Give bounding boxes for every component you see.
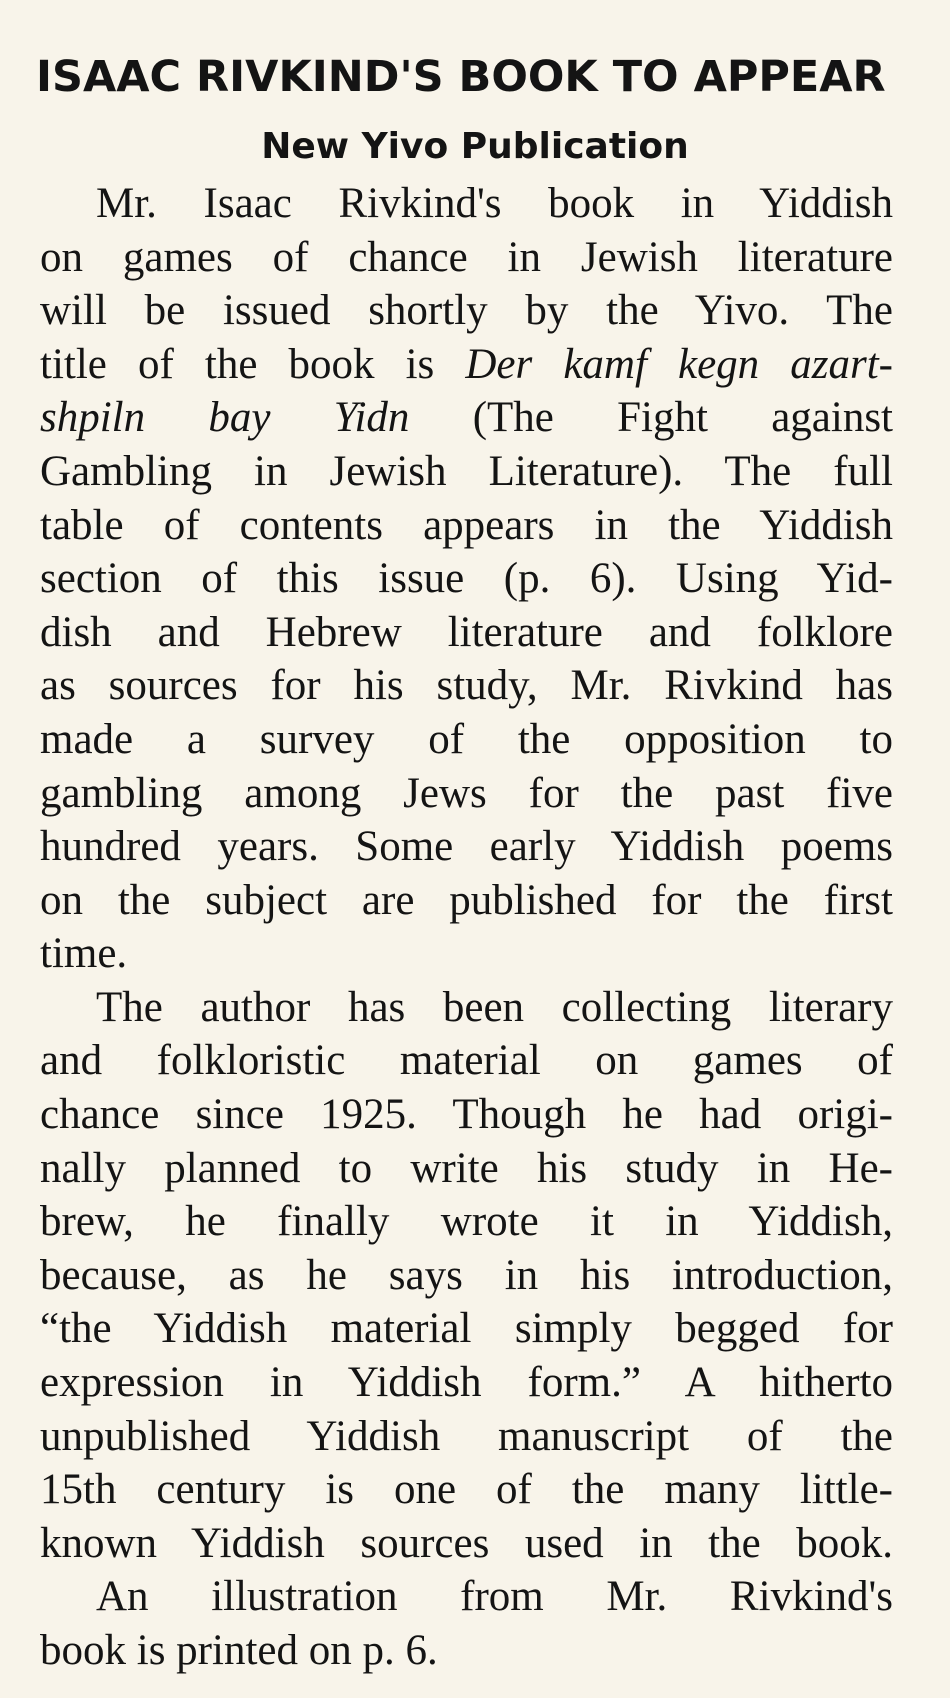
book-title-yiddish: Der kamf kegn azart- <box>465 341 893 388</box>
body-line: section of this issue (p. 6). Using Yid- <box>40 555 893 602</box>
body-line: made a survey of the opposition to <box>40 716 893 763</box>
body-line: expression in Yiddish form.” A hitherto <box>40 1359 893 1406</box>
body-line: “the Yiddish material simply begged for <box>40 1305 893 1352</box>
body-line: Mr. Isaac Rivkind's book in Yiddish <box>96 180 893 227</box>
body-line: hundred years. Some early Yiddish poems <box>40 823 893 870</box>
body-line: 15th century is one of the many little- <box>40 1466 893 1513</box>
body-line <box>40 391 893 445</box>
body-line: book is printed on p. 6. <box>40 1627 438 1674</box>
body-text: title of the book is <box>40 341 466 388</box>
body-line: gambling among Jews for the past five <box>40 770 893 817</box>
body-line: Gambling in Jewish Literature). The full <box>40 448 893 495</box>
body-line: will be issued shortly by the Yivo. The <box>40 287 893 334</box>
body-line <box>40 338 893 392</box>
article-subheadline: New Yivo Publication <box>261 126 689 167</box>
body-text: (The Fight against <box>409 394 893 441</box>
body-line: on games of chance in Jewish literature <box>40 234 893 281</box>
book-title-yiddish: shpiln bay Yidn <box>40 394 410 441</box>
body-line: The author has been collecting literary <box>96 984 893 1031</box>
body-line: nally planned to write his study in He- <box>40 1145 893 1192</box>
body-line: brew, he finally wrote it in Yiddish, <box>40 1198 893 1245</box>
body-line: because, as he says in his introduction, <box>40 1252 893 1299</box>
body-line: An illustration from Mr. Rivkind's <box>96 1573 893 1620</box>
body-line: on the subject are published for the first <box>40 877 893 924</box>
body-line: known Yiddish sources used in the book. <box>40 1520 893 1567</box>
body-line: and folkloristic material on games of <box>40 1037 893 1084</box>
body-line: dish and Hebrew literature and folklore <box>40 609 893 656</box>
body-line: time. <box>40 930 128 977</box>
body-line: table of contents appears in the Yiddish <box>40 502 893 549</box>
body-line: unpublished Yiddish manuscript of the <box>40 1413 893 1460</box>
body-line: chance since 1925. Though he had origi- <box>40 1091 893 1138</box>
article-headline: ISAAC RIVKIND'S BOOK TO APPEAR <box>36 52 886 102</box>
body-line: as sources for his study, Mr. Rivkind has <box>40 662 893 709</box>
